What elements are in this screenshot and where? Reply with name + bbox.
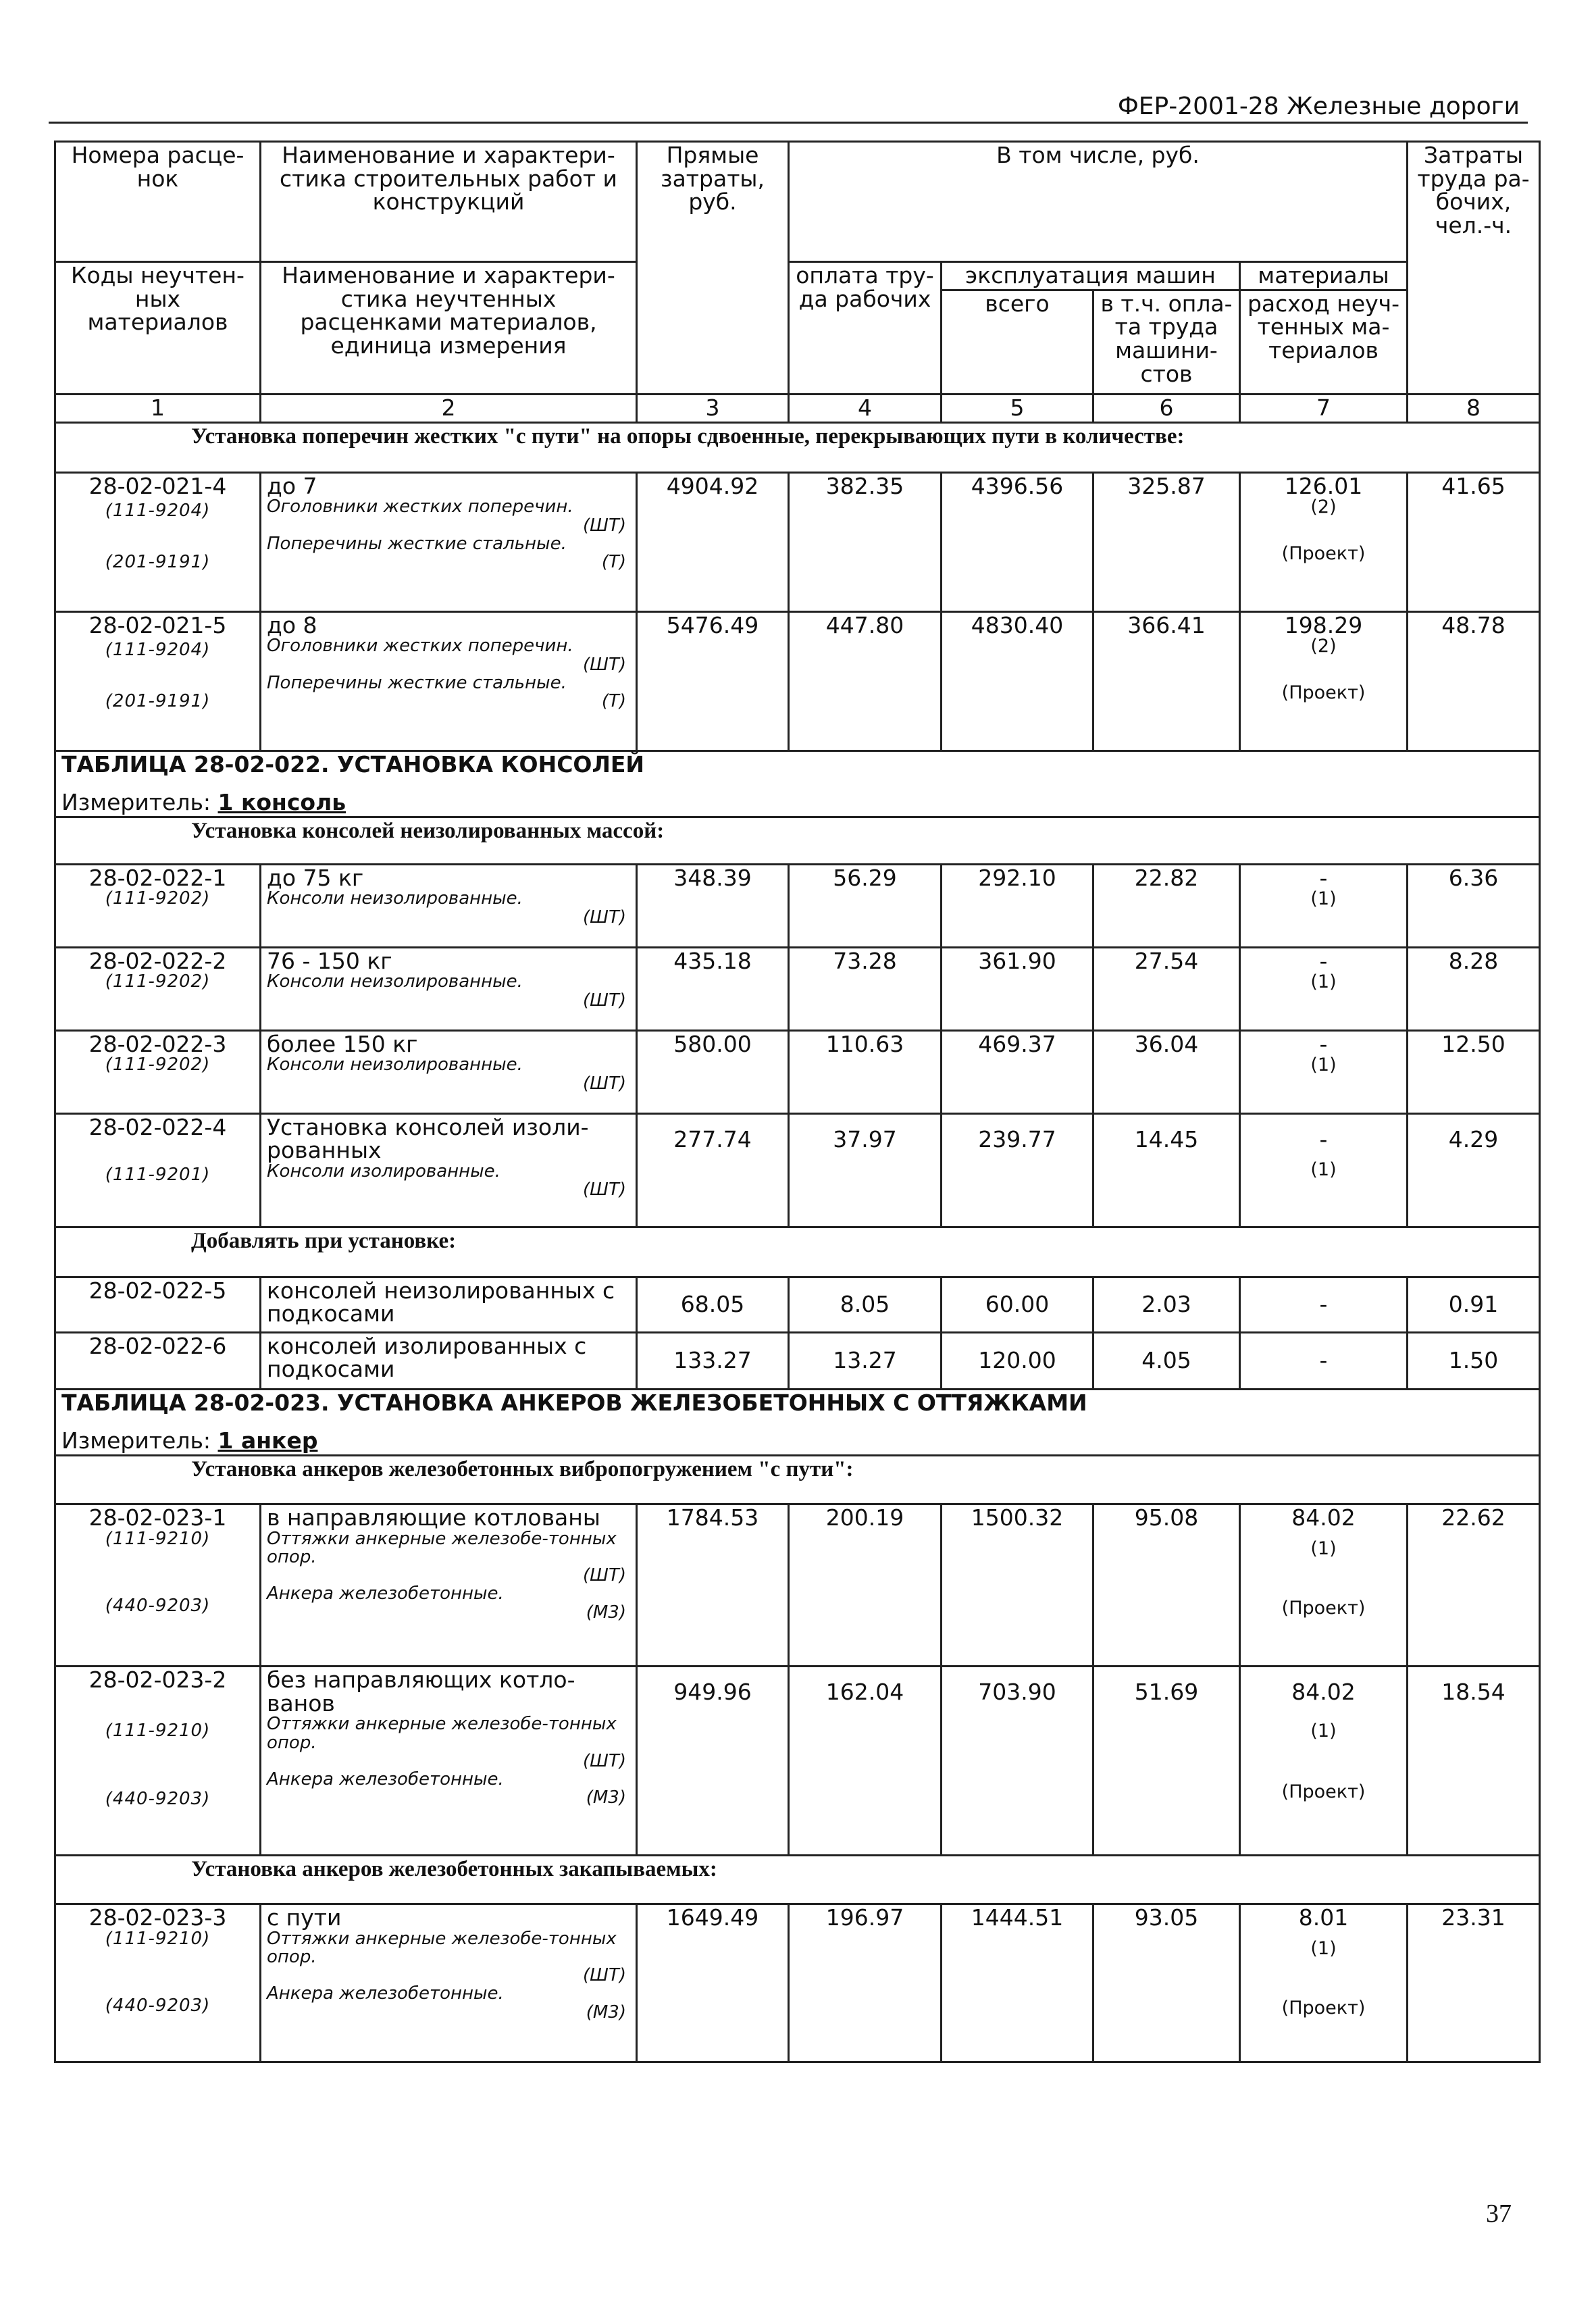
machines-total: 361.90 bbox=[942, 947, 1093, 1030]
hdr-rate-numbers: Номера расце-нок bbox=[55, 142, 261, 262]
section-heading bbox=[55, 1227, 1540, 1277]
material-qty: (1) bbox=[1310, 1537, 1337, 1559]
machines-total: 60.00 bbox=[942, 1277, 1093, 1332]
page-header bbox=[49, 89, 1528, 124]
machines-total: 703.90 bbox=[942, 1666, 1093, 1855]
col-num: 2 bbox=[261, 395, 637, 423]
direct-costs: 133.27 bbox=[637, 1332, 789, 1389]
machinist-pay: 2.03 bbox=[1093, 1277, 1240, 1332]
material-qty: (1) bbox=[1310, 1159, 1337, 1181]
materials-cost: - bbox=[1319, 864, 1328, 891]
worker-pay: 382.35 bbox=[789, 472, 942, 611]
table-title-row bbox=[55, 1389, 1540, 1428]
rate-code: 28-02-022-2 bbox=[88, 947, 227, 974]
material-name: Поперечины жесткие стальные. bbox=[267, 533, 567, 554]
work-name: до 75 кг bbox=[267, 864, 364, 891]
material-qty: (Проект) bbox=[1281, 542, 1366, 564]
worker-pay: 196.97 bbox=[789, 1904, 942, 2062]
labor-costs: 8.28 bbox=[1408, 947, 1540, 1030]
material-name: Консоли изолированные. bbox=[267, 1161, 500, 1182]
worker-pay: 162.04 bbox=[789, 1666, 942, 1855]
hdr-labor-costs: Затраты труда ра-бочих, чел.-ч. bbox=[1408, 142, 1540, 395]
table-row bbox=[55, 1904, 1540, 2062]
direct-costs: 435.18 bbox=[637, 947, 789, 1030]
worker-pay: 8.05 bbox=[789, 1277, 942, 1332]
header-row-mid bbox=[55, 262, 1540, 290]
material-name: Оттяжки анкерные железобе-тонных опор. bbox=[267, 1714, 617, 1753]
hdr-work-name: Наименование и характери-стика строительных работ и конструкций bbox=[261, 142, 637, 262]
section-heading bbox=[55, 817, 1540, 864]
section-title: Установка анкеров железобетонных закапываемых: bbox=[55, 1855, 1540, 1904]
work-name: Установка консолей изоли-рованных bbox=[267, 1113, 589, 1164]
table-row bbox=[55, 472, 1540, 611]
materials-cost: - bbox=[1240, 1277, 1408, 1332]
materials-cost: 84.02 bbox=[1291, 1504, 1356, 1531]
material-unit: (М3) bbox=[586, 1602, 626, 1623]
material-code: (111-9204) bbox=[105, 640, 211, 661]
material-code: (111-9210) bbox=[105, 1720, 211, 1741]
material-name: Оголовники жестких поперечин. bbox=[267, 497, 573, 517]
rate-code: 28-02-022-1 bbox=[88, 864, 227, 891]
hdr-machines: эксплуатация машин bbox=[942, 262, 1240, 290]
work-name: более 150 кг bbox=[267, 1030, 418, 1057]
direct-costs: 1649.49 bbox=[637, 1904, 789, 2062]
measure-row bbox=[55, 790, 1540, 817]
work-name: без направляющих котло-ванов bbox=[267, 1666, 575, 1717]
rate-code: 28-02-021-4 bbox=[88, 472, 227, 499]
section-heading bbox=[55, 1855, 1540, 1904]
material-code: (111-9202) bbox=[105, 1054, 211, 1075]
table-title: ТАБЛИЦА 28-02-022. УСТАНОВКА КОНСОЛЕЙ bbox=[55, 751, 1540, 790]
section-heading bbox=[55, 1455, 1540, 1504]
materials-cost: - bbox=[1319, 1030, 1328, 1057]
material-name: Оттяжки анкерные железобе-тонных опор. bbox=[267, 1528, 617, 1567]
worker-pay: 200.19 bbox=[789, 1504, 942, 1666]
machinist-pay: 36.04 bbox=[1093, 1030, 1240, 1113]
labor-costs: 41.65 bbox=[1408, 472, 1540, 611]
machines-total: 1444.51 bbox=[942, 1904, 1093, 2062]
material-name: Оголовники жестких поперечин. bbox=[267, 636, 573, 657]
machinist-pay: 325.87 bbox=[1093, 472, 1240, 611]
labor-costs: 4.29 bbox=[1408, 1113, 1540, 1227]
section-heading bbox=[55, 422, 1540, 472]
work-name: до 8 bbox=[267, 611, 317, 638]
material-unit: (ШТ) bbox=[583, 907, 626, 927]
rate-code: 28-02-022-3 bbox=[88, 1030, 227, 1057]
material-code: (111-9210) bbox=[105, 1528, 211, 1549]
material-code: (111-9202) bbox=[105, 888, 211, 909]
section-title: Добавлять при установке: bbox=[55, 1227, 1540, 1277]
material-unit: (ШТ) bbox=[583, 1565, 626, 1586]
section-title: Установка анкеров железобетонных вибропогружением "с пути": bbox=[55, 1455, 1540, 1504]
machinist-pay: 93.05 bbox=[1093, 1904, 1240, 2062]
hdr-material-consumption: расход неуч-тенных ма-териалов bbox=[1240, 290, 1408, 394]
rate-code: 28-02-021-5 bbox=[88, 611, 227, 638]
section-title: Установка поперечин жестких "с пути" на опоры сдвоенные, перекрывающих пути в количестве: bbox=[55, 422, 1540, 472]
material-unit: (ШТ) bbox=[583, 1073, 626, 1094]
work-name: 76 - 150 кг bbox=[267, 947, 392, 974]
col-num: 1 bbox=[55, 395, 261, 423]
machinist-pay: 14.45 bbox=[1093, 1113, 1240, 1227]
work-name: консолей неизолированных с подкосами bbox=[261, 1277, 637, 1332]
machines-total: 292.10 bbox=[942, 864, 1093, 947]
materials-cost: 84.02 bbox=[1291, 1678, 1356, 1705]
labor-costs: 12.50 bbox=[1408, 1030, 1540, 1113]
material-qty: (Проект) bbox=[1281, 1997, 1366, 2018]
labor-costs: 18.54 bbox=[1408, 1666, 1540, 1855]
material-qty: (1) bbox=[1310, 1720, 1337, 1742]
col-num: 5 bbox=[942, 395, 1093, 423]
hdr-worker-pay: оплата тру-да рабочих bbox=[789, 262, 942, 395]
section-title: Установка консолей неизолированных массой: bbox=[55, 817, 1540, 864]
col-num: 6 bbox=[1093, 395, 1240, 423]
page-number: 37 bbox=[1486, 2200, 1512, 2228]
header-title: ФЕР-2001-28 Железные дороги bbox=[1117, 93, 1520, 120]
material-unit: (М3) bbox=[586, 1787, 626, 1808]
material-qty: (1) bbox=[1310, 1054, 1337, 1076]
direct-costs: 580.00 bbox=[637, 1030, 789, 1113]
material-code: (440-9203) bbox=[105, 1995, 211, 2016]
material-unit: (Т) bbox=[601, 691, 626, 712]
table-row bbox=[55, 947, 1540, 1030]
direct-costs: 4904.92 bbox=[637, 472, 789, 611]
work-name: консолей изолированных с подкосами bbox=[261, 1332, 637, 1389]
materials-cost: 126.01 bbox=[1284, 472, 1363, 499]
material-code: (201-9191) bbox=[105, 551, 211, 572]
machines-total: 4396.56 bbox=[942, 472, 1093, 611]
material-unit: (ШТ) bbox=[583, 1965, 626, 1986]
materials-cost: 8.01 bbox=[1298, 1904, 1349, 1931]
rate-code: 28-02-023-1 bbox=[88, 1504, 227, 1531]
direct-costs: 348.39 bbox=[637, 864, 789, 947]
direct-costs: 68.05 bbox=[637, 1277, 789, 1332]
material-unit: (ШТ) bbox=[583, 515, 626, 536]
worker-pay: 13.27 bbox=[789, 1332, 942, 1389]
rate-code: 28-02-022-5 bbox=[55, 1277, 261, 1332]
measure-row bbox=[55, 1428, 1540, 1455]
direct-costs: 5476.49 bbox=[637, 611, 789, 751]
material-code: (111-9202) bbox=[105, 971, 211, 992]
labor-costs: 6.36 bbox=[1408, 864, 1540, 947]
table-row bbox=[55, 1030, 1540, 1113]
worker-pay: 73.28 bbox=[789, 947, 942, 1030]
machines-total: 120.00 bbox=[942, 1332, 1093, 1389]
table-title-row bbox=[55, 751, 1540, 790]
material-name: Консоли неизолированные. bbox=[267, 971, 523, 992]
column-numbers-row bbox=[55, 395, 1540, 423]
material-unit: (ШТ) bbox=[583, 654, 626, 675]
material-name: Консоли неизолированные. bbox=[267, 888, 523, 909]
hdr-direct-costs: Прямые затраты, руб. bbox=[637, 142, 789, 395]
col-num: 7 bbox=[1240, 395, 1408, 423]
materials-cost: - bbox=[1319, 1125, 1328, 1152]
machinist-pay: 366.41 bbox=[1093, 611, 1240, 751]
rate-code: 28-02-023-2 bbox=[88, 1666, 227, 1693]
table-row bbox=[55, 1113, 1540, 1227]
worker-pay: 37.97 bbox=[789, 1113, 942, 1227]
labor-costs: 23.31 bbox=[1408, 1904, 1540, 2062]
header-row-top bbox=[55, 142, 1540, 262]
machines-total: 239.77 bbox=[942, 1113, 1093, 1227]
material-qty: (Проект) bbox=[1281, 1781, 1366, 1802]
material-qty: (Проект) bbox=[1281, 1597, 1366, 1619]
col-num: 4 bbox=[789, 395, 942, 423]
table-row bbox=[55, 1666, 1540, 1855]
labor-costs: 0.91 bbox=[1408, 1277, 1540, 1332]
material-qty: (2) bbox=[1310, 636, 1337, 657]
machinist-pay: 51.69 bbox=[1093, 1666, 1240, 1855]
material-unit: (ШТ) bbox=[583, 1179, 626, 1200]
material-unit: (ШТ) bbox=[583, 1750, 626, 1771]
measure-value: 1 анкер bbox=[217, 1427, 318, 1454]
direct-costs: 1784.53 bbox=[637, 1504, 789, 1666]
material-name: Анкера железобетонные. bbox=[267, 1983, 504, 2004]
material-code: (201-9191) bbox=[105, 690, 211, 711]
worker-pay: 56.29 bbox=[789, 864, 942, 947]
table-row bbox=[55, 1332, 1540, 1389]
material-qty: (Проект) bbox=[1281, 682, 1366, 703]
rate-code: 28-02-022-4 bbox=[88, 1113, 227, 1140]
rate-code: 28-02-022-6 bbox=[55, 1332, 261, 1389]
hdr-machines-total: всего bbox=[942, 290, 1093, 394]
material-code: (111-9204) bbox=[105, 501, 211, 522]
materials-cost: 198.29 bbox=[1284, 611, 1363, 638]
material-name: Анкера железобетонные. bbox=[267, 1583, 504, 1604]
machinist-pay: 22.82 bbox=[1093, 864, 1240, 947]
col-num: 8 bbox=[1408, 395, 1540, 423]
table-row bbox=[55, 864, 1540, 947]
hdr-machinist-pay: в т.ч. опла-та труда машини-стов bbox=[1093, 290, 1240, 394]
table-row bbox=[55, 1504, 1540, 1666]
material-unit: (ШТ) bbox=[583, 990, 626, 1011]
material-name: Анкера железобетонные. bbox=[267, 1769, 504, 1790]
material-qty: (2) bbox=[1310, 497, 1337, 518]
material-code: (440-9203) bbox=[105, 1788, 211, 1809]
labor-costs: 48.78 bbox=[1408, 611, 1540, 751]
worker-pay: 447.80 bbox=[789, 611, 942, 751]
material-name: Консоли неизолированные. bbox=[267, 1054, 523, 1075]
machinist-pay: 27.54 bbox=[1093, 947, 1240, 1030]
machines-total: 4830.40 bbox=[942, 611, 1093, 751]
hdr-including: В том числе, руб. bbox=[789, 142, 1408, 262]
material-name: Поперечины жесткие стальные. bbox=[267, 672, 567, 693]
material-unit: (М3) bbox=[586, 2002, 626, 2023]
material-qty: (1) bbox=[1310, 971, 1337, 993]
material-code: (111-9201) bbox=[105, 1165, 211, 1186]
labor-costs: 22.62 bbox=[1408, 1504, 1540, 1666]
material-qty: (1) bbox=[1310, 1937, 1337, 1959]
measure-label: Измеритель: bbox=[61, 789, 211, 816]
material-code: (440-9203) bbox=[105, 1595, 211, 1616]
col-num: 3 bbox=[637, 395, 789, 423]
machinist-pay: 95.08 bbox=[1093, 1504, 1240, 1666]
material-unit: (Т) bbox=[601, 552, 626, 573]
labor-costs: 1.50 bbox=[1408, 1332, 1540, 1389]
measure-label: Измеритель: bbox=[61, 1427, 211, 1454]
machinist-pay: 4.05 bbox=[1093, 1332, 1240, 1389]
material-name: Оттяжки анкерные железобе-тонных опор. bbox=[267, 1928, 617, 1967]
hdr-material-names: Наименование и характери-стика неучтенных расценками материалов, единица измерения bbox=[261, 262, 637, 395]
worker-pay: 110.63 bbox=[789, 1030, 942, 1113]
hdr-material-codes: Коды неучтен-ных материалов bbox=[55, 262, 261, 395]
hdr-materials: материалы bbox=[1240, 262, 1408, 290]
table-row bbox=[55, 611, 1540, 751]
direct-costs: 949.96 bbox=[637, 1666, 789, 1855]
machines-total: 1500.32 bbox=[942, 1504, 1093, 1666]
table-row bbox=[55, 1277, 1540, 1332]
materials-cost: - bbox=[1319, 947, 1328, 974]
direct-costs: 277.74 bbox=[637, 1113, 789, 1227]
work-name: до 7 bbox=[267, 472, 317, 499]
material-code: (111-9210) bbox=[105, 1928, 211, 1949]
work-name: с пути bbox=[267, 1904, 342, 1931]
machines-total: 469.37 bbox=[942, 1030, 1093, 1113]
rate-code: 28-02-023-3 bbox=[88, 1904, 227, 1931]
rates-table bbox=[54, 141, 1541, 2063]
measure-value: 1 консоль bbox=[217, 789, 346, 816]
material-qty: (1) bbox=[1310, 888, 1337, 910]
materials-cost: - bbox=[1240, 1332, 1408, 1389]
table-title: ТАБЛИЦА 28-02-023. УСТАНОВКА АНКЕРОВ ЖЕЛЕЗОБЕТОННЫХ С ОТТЯЖКАМИ bbox=[55, 1389, 1540, 1428]
work-name: в направляющие котлованы bbox=[267, 1504, 600, 1531]
